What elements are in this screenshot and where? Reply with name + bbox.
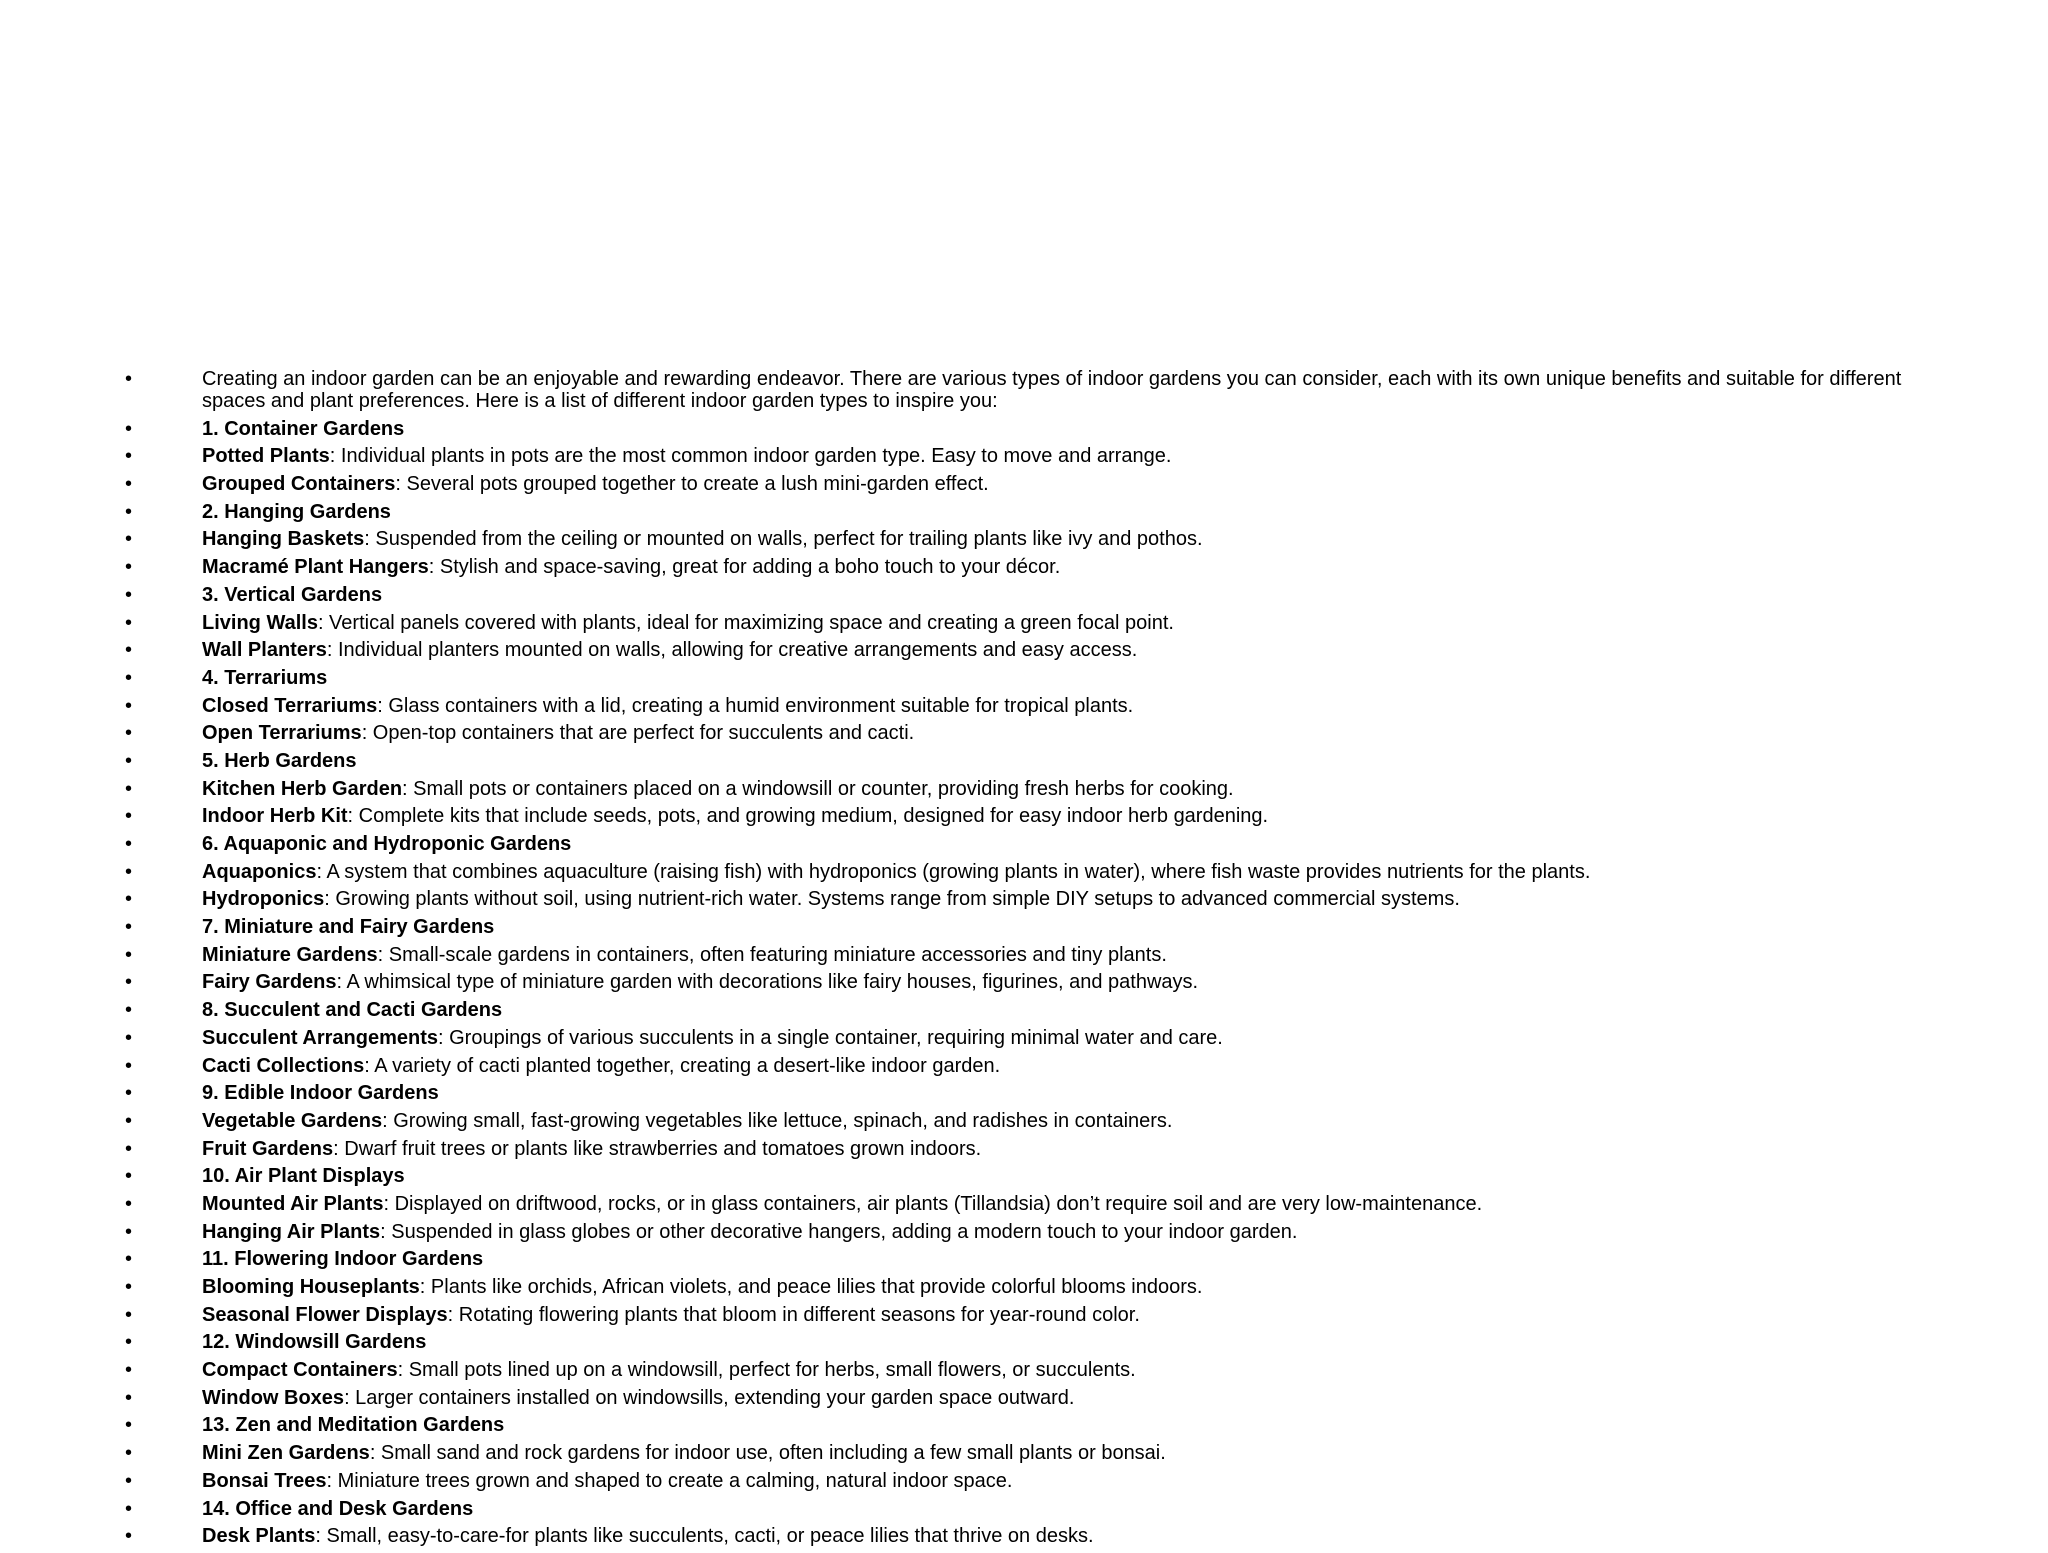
item-term: Mounted Air Plants (202, 1192, 384, 1215)
bullet-dot: • (125, 1469, 133, 1492)
section-heading (0, 501, 2048, 523)
item-description: : Rotating flowering plants that bloom in different seasons for year-round color. (447, 1303, 1140, 1326)
item-description: : A system that combines aquaculture (raising fish) with hydroponics (growing plants in water), where fish waste provides nutrients for the plants. (316, 860, 1591, 883)
item-term: Wall Planters (202, 639, 327, 662)
section-heading (0, 833, 2048, 855)
intro-paragraph (0, 368, 2048, 412)
item-description: : Small pots or containers placed on a windowsill or counter, providing fresh herbs for cooking. (402, 777, 1234, 800)
bullet-dot: • (125, 500, 133, 523)
bullet-dot: • (125, 1276, 133, 1298)
section-heading-text: 2. Hanging Gardens (202, 500, 391, 523)
bullet-dot: • (125, 1303, 133, 1326)
item-description: : A variety of cacti planted together, creating a desert-like indoor garden. (364, 1054, 1001, 1077)
list-item (0, 1359, 2048, 1381)
list-item (0, 556, 2048, 578)
bullet-dot: • (125, 722, 133, 745)
item-term: Hanging Air Plants (202, 1220, 381, 1243)
item-description: : Small pots lined up on a windowsill, perfect for herbs, small flowers, or succulents. (397, 1359, 1136, 1382)
bullet-dot: • (125, 1026, 133, 1049)
item-term: Living Walls (202, 611, 318, 634)
section-heading-text: 5. Herb Gardens (202, 749, 357, 772)
list-item (0, 1470, 2048, 1492)
item-description: : Small, easy-to-care-for plants like succulents, cacti, or peace lilies that thrive on desks. (315, 1525, 1094, 1548)
item-term: Compact Containers (202, 1359, 398, 1382)
bullet-dot: • (125, 368, 133, 390)
bullet-dot: • (125, 1414, 133, 1437)
bullet-dot: • (125, 1192, 133, 1215)
list-item (0, 1304, 2048, 1326)
intro-text: Creating an indoor garden can be an enjoyable and rewarding endeavor. There are various types of indoor gardens you can consider, each with its own unique benefits and suitable for different spaces and plant preferences. Here is a list of different indoor garden types to inspire you: (202, 368, 1902, 412)
item-term: Fairy Gardens (202, 971, 337, 994)
item-description: : Several pots grouped together to create a lush mini-garden effect. (395, 473, 989, 496)
bullet-dot: • (125, 1442, 133, 1465)
section-heading-text: 11. Flowering Indoor Gardens (202, 1248, 484, 1271)
item-description: : Open-top containers that are perfect for succulents and cacti. (361, 722, 915, 745)
bullet-dot: • (125, 1220, 133, 1243)
bullet-dot: • (125, 1165, 133, 1188)
bullet-dot: • (125, 1497, 133, 1520)
bullet-dot: • (125, 694, 133, 717)
section-heading-text: 8. Succulent and Cacti Gardens (202, 999, 503, 1022)
bullet-dot: • (125, 777, 133, 800)
list-item (0, 1387, 2048, 1409)
section-heading-text: 4. Terrariums (202, 666, 328, 689)
bullet-dot: • (125, 1109, 133, 1132)
item-term: Fruit Gardens (202, 1137, 334, 1160)
section-heading (0, 1331, 2048, 1353)
section-heading (0, 1414, 2048, 1436)
item-term: Hanging Baskets (202, 528, 365, 551)
bullet-dot: • (125, 528, 133, 551)
list-item (0, 722, 2048, 744)
list-item (0, 778, 2048, 800)
list-item (0, 1193, 2048, 1215)
section-heading (0, 1248, 2048, 1270)
item-term: Grouped Containers (202, 473, 396, 496)
bullet-dot: • (125, 860, 133, 883)
item-description: : Plants like orchids, African violets, and peace lilies that provide colorful blooms indoors. (419, 1276, 1203, 1298)
section-heading (0, 1082, 2048, 1104)
list-item (0, 1055, 2048, 1077)
list-item (0, 695, 2048, 717)
item-term: Miniature Gardens (202, 943, 378, 966)
section-heading (0, 916, 2048, 938)
item-term: Indoor Herb Kit (202, 805, 348, 828)
bullet-dot: • (125, 916, 133, 939)
list-item (0, 612, 2048, 634)
section-heading (0, 584, 2048, 606)
section-heading (0, 1498, 2048, 1520)
section-heading-text: 10. Air Plant Displays (202, 1165, 405, 1188)
list-item (0, 639, 2048, 661)
item-term: Bonsai Trees (202, 1469, 327, 1492)
section-heading-text: 7. Miniature and Fairy Gardens (202, 916, 495, 939)
item-term: Window Boxes (202, 1386, 345, 1409)
bullet-dot: • (125, 583, 133, 606)
item-description: : Groupings of various succulents in a single container, requiring minimal water and care. (438, 1026, 1223, 1049)
item-description: : Displayed on driftwood, rocks, or in glass containers, air plants (Tillandsia) don’t require soil and are very low-maintenance. (383, 1192, 1483, 1215)
item-description: : Growing small, fast-growing vegetables like lettuce, spinach, and radishes in containers. (382, 1109, 1173, 1132)
item-term: Kitchen Herb Garden (202, 777, 403, 800)
bullet-dot: • (125, 445, 133, 468)
item-term: Desk Plants (202, 1525, 316, 1548)
item-term: Potted Plants (202, 445, 330, 468)
bullet-dot: • (125, 1054, 133, 1077)
bullet-dot: • (125, 1386, 133, 1409)
list-item (0, 528, 2048, 550)
bullet-dot: • (125, 473, 133, 496)
item-term: Blooming Houseplants (202, 1276, 420, 1298)
item-term: Cacti Collections (202, 1054, 365, 1077)
bullet-dot: • (125, 1525, 133, 1548)
section-heading-text: 6. Aquaponic and Hydroponic Gardens (202, 833, 572, 855)
item-description: : Individual planters mounted on walls, allowing for creative arrangements and easy access. (326, 639, 1138, 662)
bullet-dot: • (125, 943, 133, 966)
bullet-dot: • (125, 1082, 133, 1105)
list-item (0, 805, 2048, 827)
item-term: Aquaponics (202, 860, 317, 883)
section-heading-text: 3. Vertical Gardens (202, 583, 383, 606)
list-item (0, 1027, 2048, 1049)
item-term: Vegetable Gardens (202, 1109, 383, 1132)
item-term: Closed Terrariums (202, 694, 378, 717)
list-item (0, 1442, 2048, 1464)
section-heading (0, 750, 2048, 772)
list-item (0, 1110, 2048, 1132)
list-item (0, 1276, 2048, 1298)
item-term: Succulent Arrangements (202, 1026, 438, 1049)
section-heading-text: 9. Edible Indoor Gardens (202, 1082, 439, 1105)
item-term: Hydroponics (202, 888, 325, 911)
item-description: : Glass containers with a lid, creating a humid environment suitable for tropical plants. (377, 694, 1134, 717)
bullet-dot: • (125, 805, 133, 828)
bullet-dot: • (125, 666, 133, 689)
section-heading-text: 14. Office and Desk Gardens (202, 1497, 474, 1520)
item-term: Macramé Plant Hangers (202, 556, 429, 579)
bullet-dot: • (125, 556, 133, 579)
list-item (0, 861, 2048, 883)
bullet-dot: • (125, 1248, 133, 1271)
section-heading-text: 1. Container Gardens (202, 417, 405, 440)
item-description: : Suspended from the ceiling or mounted on walls, perfect for trailing plants like ivy and pothos. (364, 528, 1203, 551)
bullet-dot: • (125, 833, 133, 855)
bullet-dot: • (125, 1331, 133, 1354)
item-description: : A whimsical type of miniature garden with decorations like fairy houses, figurines, and pathways. (336, 971, 1199, 994)
section-heading (0, 1165, 2048, 1187)
item-description: : Larger containers installed on windowsills, extending your garden space outward. (344, 1386, 1075, 1409)
item-description: : Complete kits that include seeds, pots, and growing medium, designed for easy indoor herb gardening. (347, 805, 1269, 828)
item-description: : Vertical panels covered with plants, ideal for maximizing space and creating a green focal point. (317, 611, 1174, 634)
bullet-list (0, 368, 2048, 1553)
list-item (0, 1525, 2048, 1547)
item-term: Seasonal Flower Displays (202, 1303, 448, 1326)
list-item (0, 473, 2048, 495)
bullet-dot: • (125, 999, 133, 1022)
item-term: Mini Zen Gardens (202, 1442, 370, 1465)
item-description: : Suspended in glass globes or other decorative hangers, adding a modern touch to your indoor garden. (380, 1220, 1298, 1243)
bullet-dot: • (125, 639, 133, 662)
list-item (0, 888, 2048, 910)
item-description: : Individual plants in pots are the most common indoor garden type. Easy to move and arrange. (329, 445, 1172, 468)
section-heading-text: 12. Windowsill Gardens (202, 1331, 427, 1354)
bullet-dot: • (125, 749, 133, 772)
list-item (0, 445, 2048, 467)
item-description: : Small sand and rock gardens for indoor use, often including a few small plants or bonsai. (369, 1442, 1166, 1465)
bullet-dot: • (125, 417, 133, 440)
list-item (0, 1138, 2048, 1160)
list-item (0, 944, 2048, 966)
section-heading (0, 667, 2048, 689)
item-description: : Growing plants without soil, using nutrient-rich water. Systems range from simple DIY setups to advanced commercial systems. (324, 888, 1460, 911)
item-description: : Miniature trees grown and shaped to create a calming, natural indoor space. (326, 1469, 1013, 1492)
bullet-dot: • (125, 888, 133, 911)
bullet-dot: • (125, 611, 133, 634)
bullet-dot: • (125, 1137, 133, 1160)
bullet-dot: • (125, 971, 133, 994)
item-description: : Stylish and space-saving, great for adding a boho touch to your décor. (428, 556, 1061, 579)
bullet-dot: • (125, 1359, 133, 1382)
section-heading (0, 999, 2048, 1021)
section-heading (0, 418, 2048, 440)
section-heading-text: 13. Zen and Meditation Gardens (202, 1414, 505, 1437)
list-item (0, 1221, 2048, 1243)
list-item (0, 971, 2048, 993)
item-description: : Dwarf fruit trees or plants like strawberries and tomatoes grown indoors. (333, 1137, 982, 1160)
item-description: : Small-scale gardens in containers, often featuring miniature accessories and tiny plants. (377, 943, 1167, 966)
item-term: Open Terrariums (202, 722, 362, 745)
